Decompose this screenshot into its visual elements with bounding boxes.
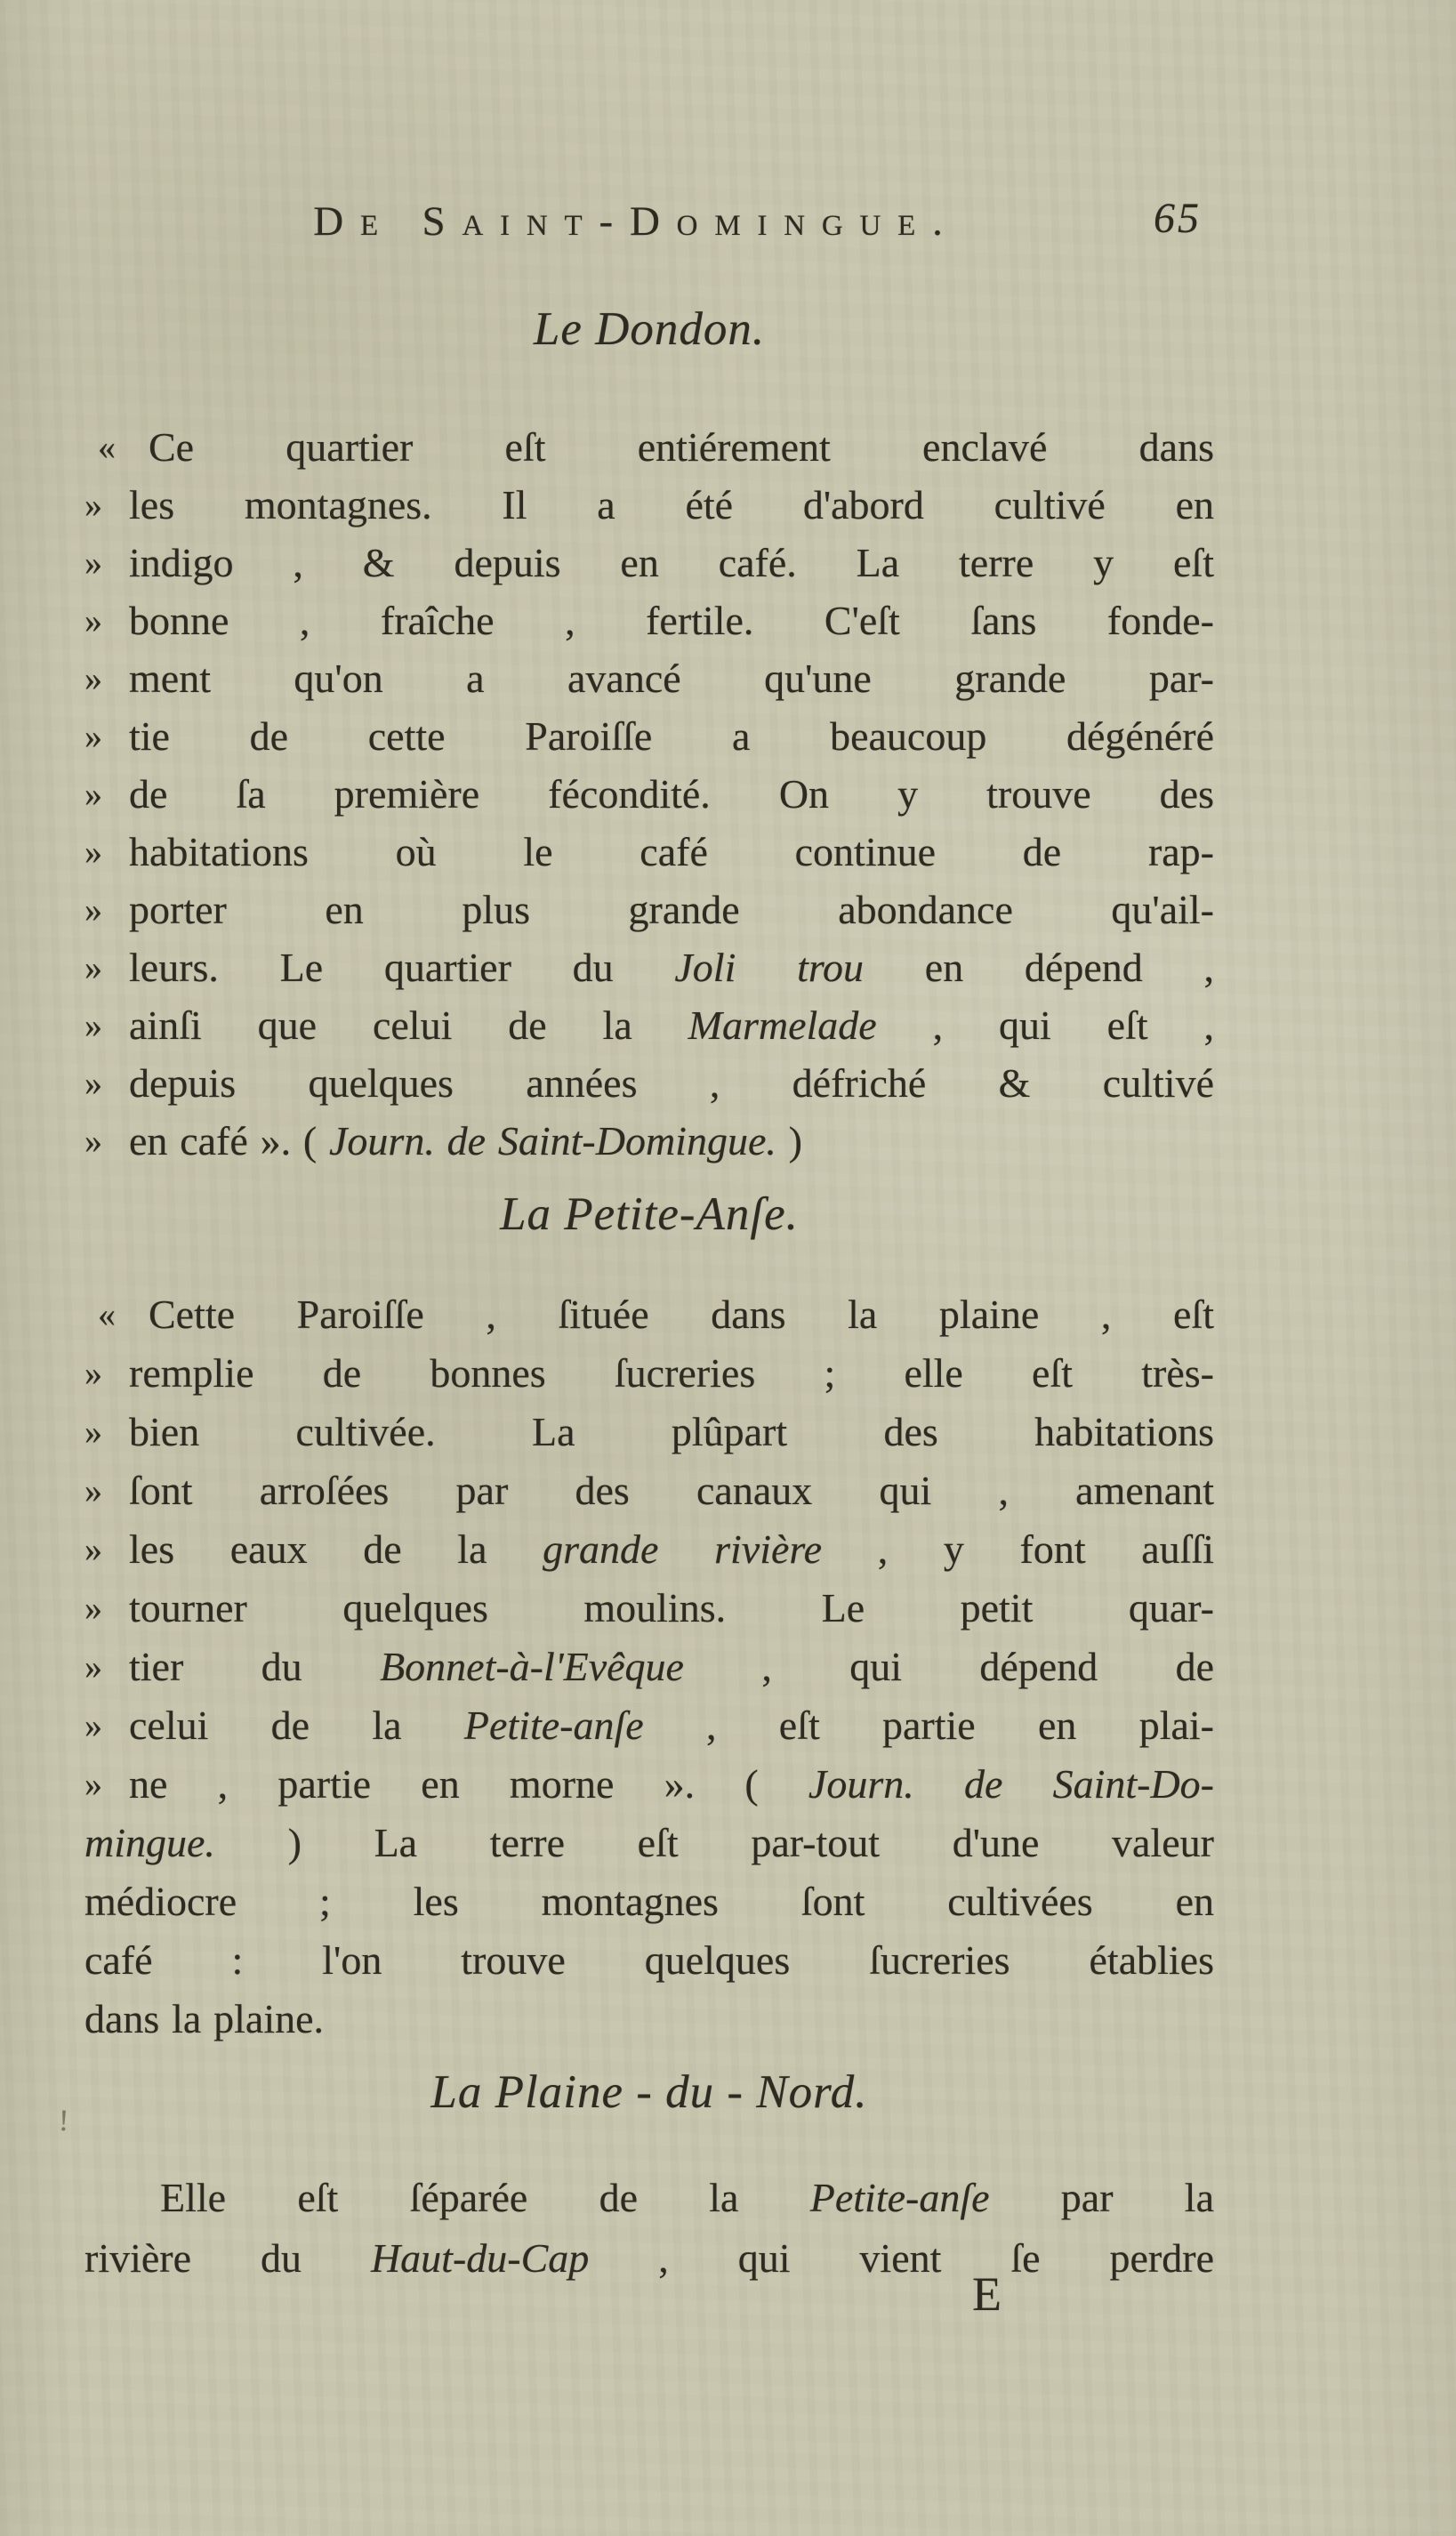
text-line xyxy=(84,707,1214,765)
text-line xyxy=(84,1403,1214,1461)
line-text: depuis quelques années , défriché & cultivé xyxy=(129,1060,1214,1106)
quote-marker: » xyxy=(84,947,102,987)
running-title: De Saint-Domingue. xyxy=(313,198,960,245)
paragraph-para-plaine-du-nord xyxy=(84,2168,1214,2289)
ink-artifact: ! xyxy=(58,2104,69,2138)
paragraph-quote-petite-anse xyxy=(84,1285,1214,2049)
line-text: mingue. ) La terre eſt par-tout d'une valeur xyxy=(84,1820,1214,1865)
text-line xyxy=(84,765,1214,823)
page-number: 65 xyxy=(1154,195,1202,242)
quote-marker: » xyxy=(84,1529,102,1569)
text-line xyxy=(84,1461,1214,1520)
text-line xyxy=(84,418,1214,476)
quote-marker: » xyxy=(84,1005,102,1045)
text-line xyxy=(84,2168,1214,2228)
text-line xyxy=(84,2228,1214,2289)
quote-marker: » xyxy=(84,485,102,525)
quote-marker: » xyxy=(84,1764,102,1804)
line-text: Cette Paroiſſe , ſituée dans la plaine , eſt xyxy=(149,1292,1214,1337)
line-text: bien cultivée. La plûpart des habitations xyxy=(129,1409,1214,1454)
line-text: Elle eſt ſéparée de la Petite-anſe par la xyxy=(160,2175,1214,2220)
text-line xyxy=(84,592,1214,649)
line-text: leurs. Le quartier du Joli trou en dépend , xyxy=(129,945,1214,990)
line-text: porter en plus grande abondance qu'ail- xyxy=(129,887,1214,932)
quote-marker: » xyxy=(84,1121,102,1161)
text-block xyxy=(84,0,1214,2536)
text-line xyxy=(84,1931,1214,1990)
paragraph-quote-dondon xyxy=(84,418,1214,1170)
line-text: rivière du Haut-du-Cap , qui vient ſe perdre xyxy=(84,2235,1214,2281)
line-text: tourner quelques moulins. Le petit quar- xyxy=(129,1585,1214,1630)
signature-mark: E xyxy=(972,2267,1002,2321)
line-text: les montagnes. Il a été d'abord cultivé en xyxy=(129,482,1214,527)
quote-marker: « xyxy=(98,1294,116,1334)
text-line xyxy=(84,1520,1214,1579)
text-line xyxy=(84,1579,1214,1638)
line-text: indigo , & depuis en café. La terre y eſt xyxy=(129,540,1214,585)
text-line xyxy=(84,938,1214,996)
text-line xyxy=(84,1638,1214,1696)
text-line xyxy=(84,1696,1214,1755)
line-text: habitations où le café continue de rap- xyxy=(129,829,1214,874)
page-header xyxy=(84,197,1214,256)
text-line xyxy=(84,1872,1214,1931)
line-text: médiocre ; les montagnes ſont cultivées en xyxy=(84,1879,1214,1924)
text-line xyxy=(84,649,1214,707)
quote-marker: » xyxy=(84,832,102,872)
quote-marker: » xyxy=(84,1705,102,1745)
line-text: ainſi que celui de la Marmelade , qui eſt , xyxy=(129,1002,1214,1048)
line-text: ne , partie en morne ». ( Journ. de Saint-Do- xyxy=(129,1761,1214,1807)
quote-marker: » xyxy=(84,1470,102,1510)
quote-marker: » xyxy=(84,1646,102,1687)
quote-marker: « xyxy=(98,427,116,467)
quote-marker: » xyxy=(84,774,102,814)
text-line xyxy=(84,1285,1214,1344)
text-line xyxy=(84,881,1214,938)
text-line xyxy=(84,1112,1214,1170)
text-line xyxy=(84,1054,1214,1112)
section-heading-la-petite-anse: La Petite-Anſe. xyxy=(500,1188,799,1240)
text-line xyxy=(84,996,1214,1054)
line-text: bonne , fraîche , fertile. C'eſt ſans fonde- xyxy=(129,598,1214,643)
line-text: les eaux de la grande rivière , y font auſſi xyxy=(129,1526,1215,1572)
line-text: de ſa première fécondité. On y trouve des xyxy=(129,771,1214,817)
text-line xyxy=(84,823,1214,881)
text-line xyxy=(84,534,1214,592)
quote-marker: » xyxy=(84,543,102,583)
line-text: ment qu'on a avancé qu'une grande par- xyxy=(129,656,1214,701)
quote-marker: » xyxy=(84,658,102,698)
text-line xyxy=(84,476,1214,534)
line-text: dans la plaine. xyxy=(84,1996,325,2041)
quote-marker: » xyxy=(84,600,102,640)
section-heading-la-plaine-du-nord: La Plaine - du - Nord. xyxy=(430,2066,868,2118)
line-text: tier du Bonnet-à-l'Evêque , qui dépend de xyxy=(129,1644,1215,1689)
line-text: celui de la Petite-anſe , eſt partie en plai- xyxy=(129,1703,1214,1748)
line-text: ſont arroſées par des canaux qui , amenant xyxy=(129,1468,1214,1513)
quote-marker: » xyxy=(84,1412,102,1452)
line-text: en café ». ( Journ. de Saint-Domingue. ) xyxy=(129,1118,802,1163)
line-text: Ce quartier eſt entiérement enclavé dans xyxy=(149,424,1214,470)
text-line xyxy=(84,1990,1214,2049)
section-heading-le-dondon: Le Dondon. xyxy=(533,303,766,355)
text-line xyxy=(84,1755,1214,1814)
text-line xyxy=(84,1814,1214,1872)
line-text: remplie de bonnes ſucreries ; elle eſt très- xyxy=(129,1350,1214,1396)
line-text: café : l'on trouve quelques ſucreries établies xyxy=(84,1937,1214,1983)
line-text: tie de cette Paroiſſe a beaucoup dégénéré xyxy=(129,713,1214,759)
quote-marker: » xyxy=(84,1353,102,1393)
quote-marker: » xyxy=(84,890,102,930)
quote-marker: » xyxy=(84,1588,102,1628)
quote-marker: » xyxy=(84,1063,102,1103)
quote-marker: » xyxy=(84,716,102,756)
text-line xyxy=(84,1344,1214,1403)
